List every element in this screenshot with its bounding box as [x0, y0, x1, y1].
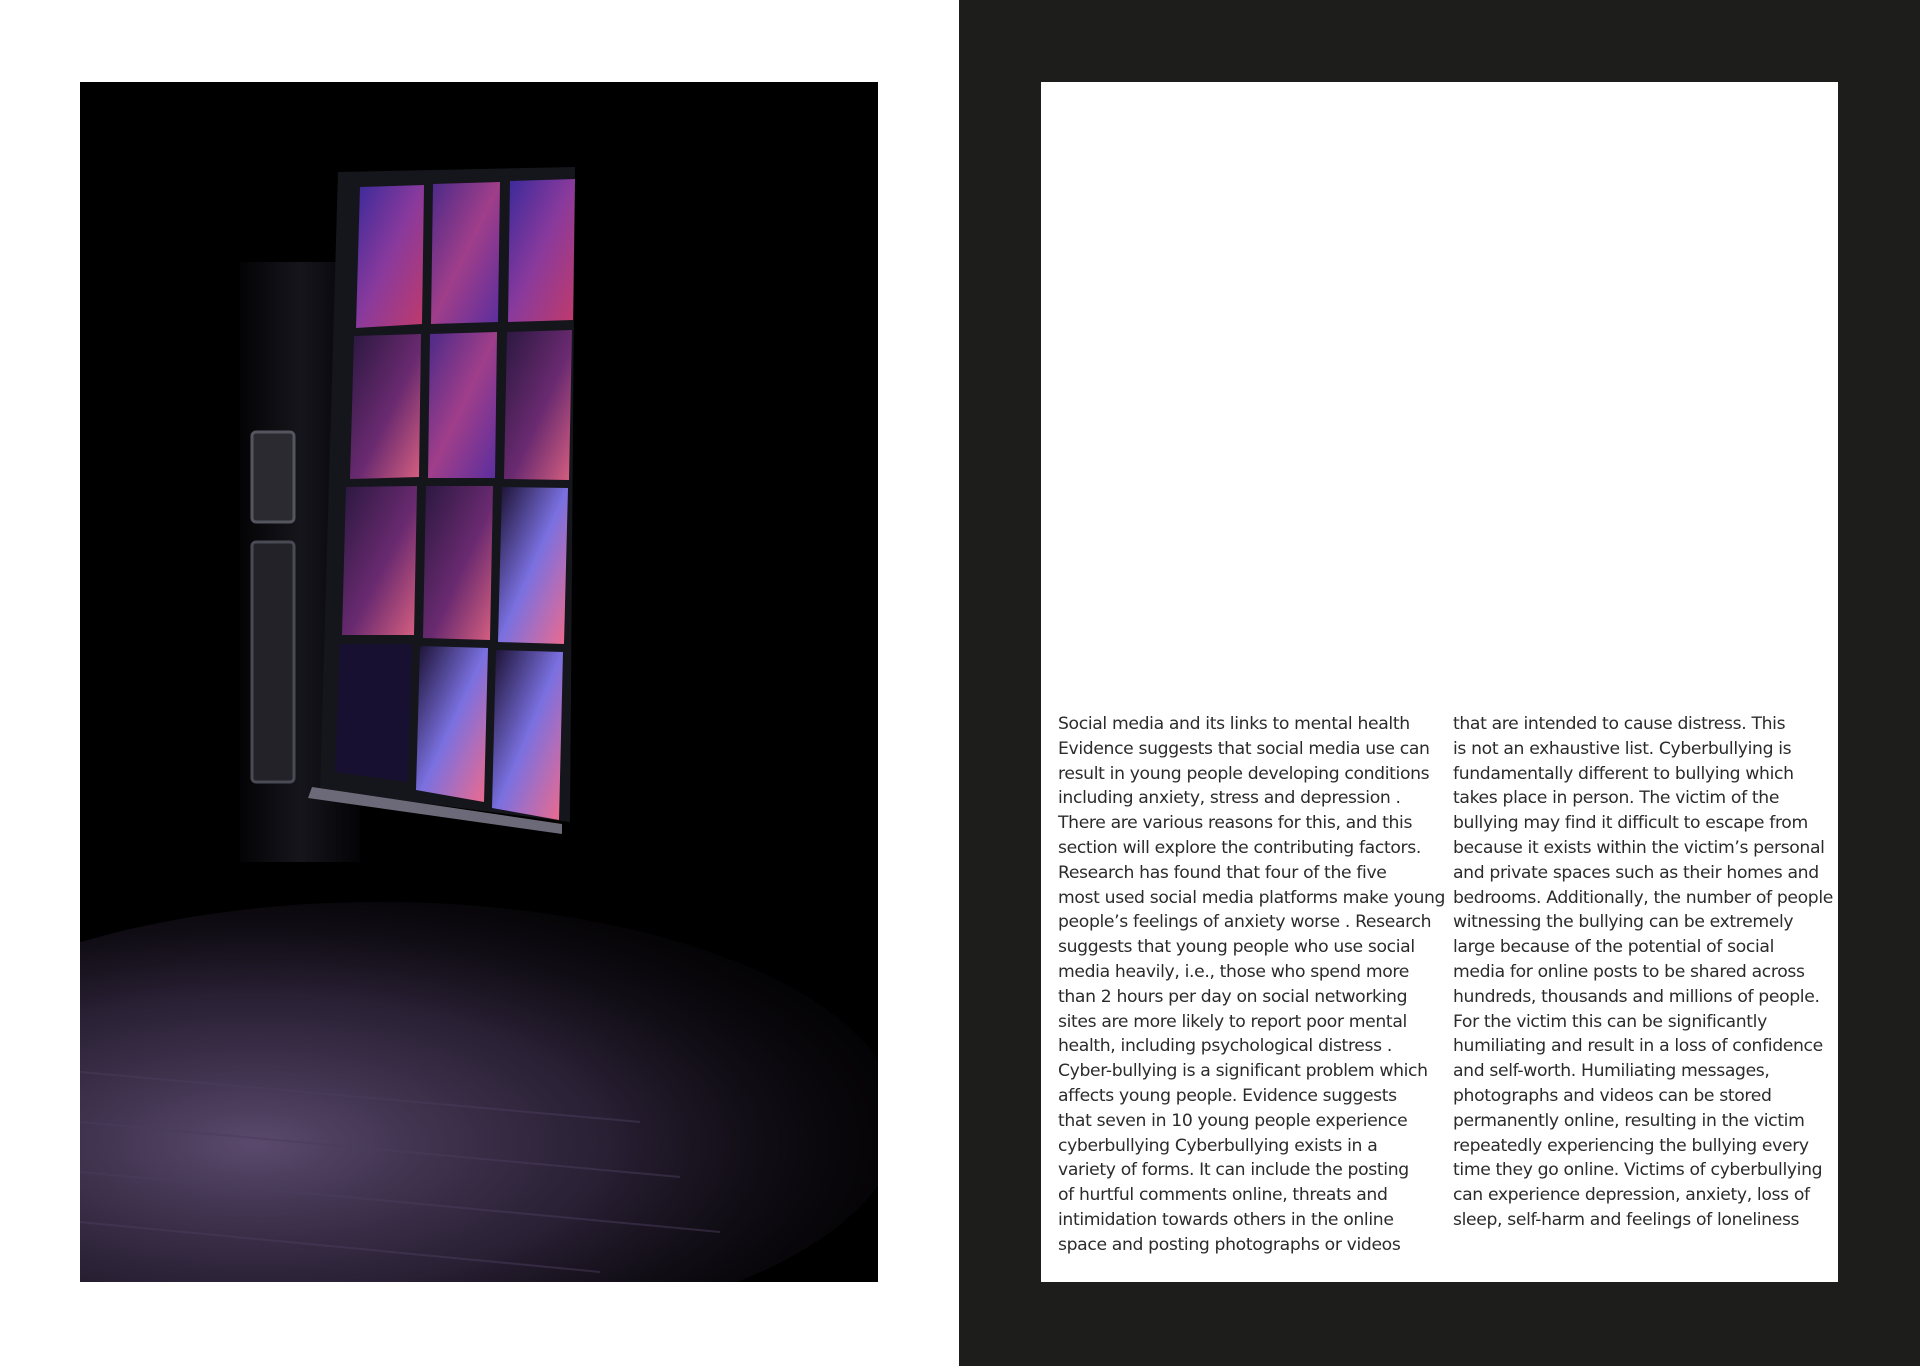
text-line: bullying may find it difficult to escape from [1453, 813, 1808, 834]
text-line: people’s feelings of anxiety worse . Research [1058, 912, 1432, 933]
text-line: sites are more likely to report poor mental [1058, 1011, 1407, 1032]
left-spread-half [0, 0, 959, 1366]
text-line: because it exists within the victim’s personal [1453, 837, 1825, 858]
text-line: hundreds, thousands and millions of people. [1453, 986, 1820, 1007]
text-line: affects young people. Evidence suggests [1058, 1085, 1397, 1106]
text-line: result in young people developing conditions [1058, 763, 1430, 784]
text-line: For the victim this can be significantly [1453, 1011, 1767, 1032]
text-line: that are intended to cause distress. This [1453, 714, 1786, 734]
text-column-right [1453, 712, 1833, 1233]
text-line: media heavily, i.e., those who spend more [1058, 961, 1409, 982]
text-line: variety of forms. It can include the posting [1058, 1160, 1409, 1181]
text-line: is not an exhaustive list. Cyberbullying is [1453, 738, 1792, 759]
text-column-left [1058, 712, 1445, 1258]
text-line: Research has found that four of the five [1058, 862, 1387, 883]
text-line: photographs and videos can be stored [1453, 1085, 1772, 1106]
text-line: and self-worth. Humiliating messages, [1453, 1061, 1770, 1082]
text-line: most used social media platforms make young [1058, 887, 1446, 908]
text-line: media for online posts to be shared across [1453, 961, 1805, 982]
text-line: of hurtful comments online, threats and [1058, 1185, 1388, 1206]
text-line: health, including psychological distress . [1058, 1036, 1392, 1057]
dark-room-window-illustration [80, 82, 878, 1282]
text-line: bedrooms. Additionally, the number of people [1453, 887, 1833, 908]
text-line: suggests that young people who use social [1058, 937, 1415, 958]
text-line: cyberbullying Cyberbullying exists in a [1058, 1135, 1378, 1156]
text-line: large because of the potential of social [1453, 937, 1775, 958]
text-line: section will explore the contributing factors. [1058, 837, 1421, 858]
text-line: sleep, self-harm and feelings of loneliness [1453, 1209, 1800, 1230]
text-line: takes place in person. The victim of the [1453, 788, 1780, 809]
text-line: including anxiety, stress and depression . [1058, 788, 1401, 809]
text-line: There are various reasons for this, and this [1058, 813, 1413, 834]
text-page [1041, 82, 1838, 1282]
text-line: permanently online, resulting in the victim [1453, 1110, 1805, 1131]
photo-page [80, 82, 878, 1282]
text-line: space and posting photographs or videos [1058, 1234, 1401, 1255]
text-line: time they go online. Victims of cyberbullying [1453, 1160, 1823, 1181]
text-line: repeatedly experiencing the bullying every [1453, 1135, 1809, 1156]
text-line: Cyber-bullying is a significant problem which [1058, 1061, 1428, 1082]
text-line: can experience depression, anxiety, loss of [1453, 1185, 1810, 1206]
text-line: witnessing the bullying can be extremely [1453, 912, 1794, 933]
text-line: fundamentally different to bullying which [1453, 763, 1794, 784]
text-line: and private spaces such as their homes and [1453, 862, 1819, 883]
text-line: intimidation towards others in the online [1058, 1209, 1394, 1230]
text-line: Social media and its links to mental health [1058, 714, 1410, 734]
text-line: Evidence suggests that social media use can [1058, 738, 1430, 759]
text-line: that seven in 10 young people experience [1058, 1110, 1408, 1131]
right-spread-half [959, 0, 1920, 1366]
text-line: than 2 hours per day on social networking [1058, 986, 1408, 1007]
text-line: humiliating and result in a loss of confidence [1453, 1036, 1823, 1057]
